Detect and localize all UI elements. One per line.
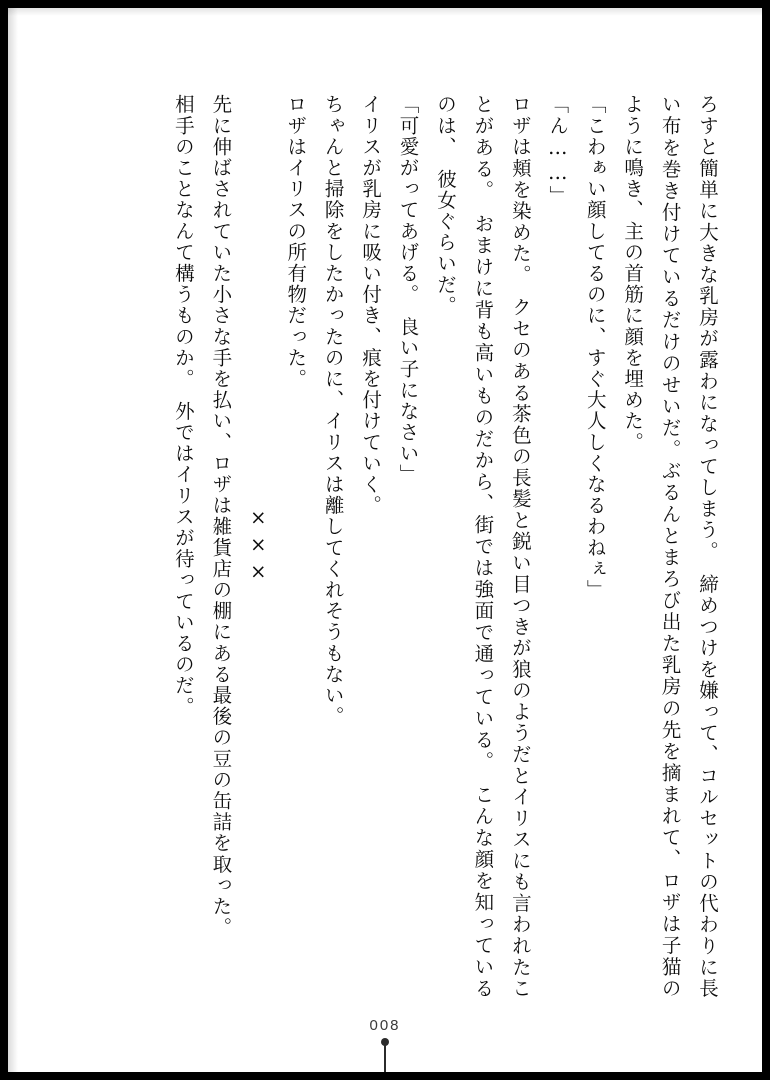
page-content-area (8, 8, 762, 1072)
paragraph: 先に伸ばされていた小さな手を払い、ロザは雑貨店の棚にある最後の豆の缶詰を取った。 (209, 94, 233, 938)
book-page (8, 8, 762, 1072)
paragraph: 相手のことなんて構うものか。 外ではイリスが待っているのだ。 (171, 94, 195, 718)
page-left-shadow (8, 8, 18, 1072)
folio-rule-ornament (384, 1042, 386, 1072)
paragraph: ロザはイリスの所有物だった。 (284, 94, 308, 390)
novel-body-text (66, 94, 726, 999)
scene-break-marker: ××× (246, 506, 270, 587)
paragraph: ロザは頬を染めた。 クセのある茶色の長髪と鋭い目つきが狼のようだとイリスにも言われたことがある。 おまけに背も高いものだから、街では強面で通っている。 こんな顔を知っているのは、 彼女ぐらいだ。 (433, 94, 532, 999)
paragraph: イリスが乳房に吸い付き、痕を付けていく。 (359, 94, 383, 516)
paragraph: 「こわぁい顔してるのに、すぐ大人しくなるわねぇ」 (583, 94, 607, 601)
page-number: 008 (369, 1017, 401, 1034)
paragraph: 「ん……」 (546, 94, 570, 207)
paragraph: ろすと簡単に大きな乳房が露わになってしまう。 締めつけを嫌って、コルセットの代わりに長い布を巻き付けているだけのせいだ。ぶるんとまろび出た乳房の先を摘まれて、ロザは子猫のように鳴き、主の首筋に顔を埋めた。 (621, 94, 719, 999)
paragraph: ちゃんと掃除をしたかったのに、イリスは離してくれそうもない。 (321, 94, 345, 727)
paragraph: 「可愛がってあげる。 良い子になさい」 (396, 94, 420, 486)
page-top-shadow (8, 8, 762, 16)
